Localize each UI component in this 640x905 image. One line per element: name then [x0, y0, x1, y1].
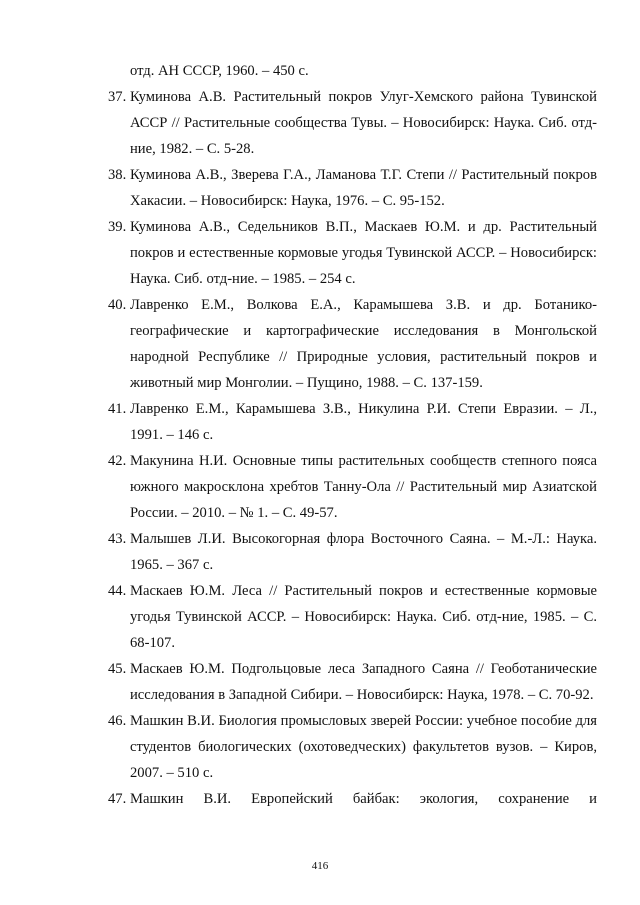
reference-text: Лавренко Е.М., Карамышева З.В., Никулина Р.И. Степи Евразии. – Л., 1991. – 146 с.	[130, 401, 597, 443]
reference-text: Малышев Л.И. Высокогорная флора Восточного Саяна. – М.-Л.: Наука. 1965. – 367 с.	[130, 531, 597, 573]
reference-item	[108, 214, 597, 292]
reference-number: 44.	[108, 583, 127, 599]
reference-number: 43.	[108, 531, 127, 547]
reference-number: 41.	[108, 401, 127, 417]
reference-item	[108, 526, 597, 578]
reference-text: Машкин В.И. Европейский байбак: экология, сохранение и	[130, 791, 597, 807]
reference-item	[108, 656, 597, 708]
reference-item	[108, 84, 597, 162]
reference-number: 37.	[108, 89, 127, 105]
reference-item	[108, 578, 597, 656]
reference-item	[108, 786, 597, 812]
reference-number: 47.	[108, 791, 127, 807]
reference-number: 45.	[108, 661, 127, 677]
reference-text: Куминова А.В., Седельников В.П., Маскаев Ю.М. и др. Растительный покров и естественные кормовые угодья Тувинской АССР. – Новосибирск: Наука. Сиб. отд-ние. – 1985. – 254 с.	[130, 219, 597, 287]
reference-number: 40.	[108, 297, 127, 313]
reference-text: Лавренко Е.М., Волкова Е.А., Карамышева З.В. и др. Ботанико-географические и картографические исследования в Монгольской народной Республике // Природные условия, растительный покров и животный мир Монголии. – Пущино, 1988. – С. 137-159.	[130, 297, 597, 391]
reference-item	[108, 162, 597, 214]
reference-number: 39.	[108, 219, 127, 235]
reference-text: Куминова А.В. Растительный покров Улуг-Хемского района Тувинской АССР // Растительные сообщества Тувы. – Новосибирск: Наука. Сиб. отд-ние, 1982. – С. 5-28.	[130, 89, 597, 157]
reference-number: 42.	[108, 453, 127, 469]
reference-item	[108, 396, 597, 448]
reference-text: отд. АН СССР, 1960. – 450 с.	[130, 63, 309, 79]
reference-text: Куминова А.В., Зверева Г.А., Ламанова Т.Г. Степи // Растительный покров Хакасии. – Новосибирск: Наука, 1976. – С. 95-152.	[130, 167, 597, 209]
reference-text: Машкин В.И. Биология промысловых зверей России: учебное пособие для студентов биологических (охотоведческих) факультетов вузов. – Киров, 2007. – 510 с.	[130, 713, 597, 781]
reference-text: Маскаев Ю.М. Леса // Растительный покров и естественные кормовые угодья Тувинской АССР. – Новосибирск: Наука. Сиб. отд-ние, 1985. – С. 68-107.	[130, 583, 597, 651]
page-number: 416	[311, 860, 329, 872]
reference-item	[108, 708, 597, 786]
reference-list	[108, 58, 597, 812]
reference-text: Макунина Н.И. Основные типы растительных сообществ степного пояса южного макросклона хребтов Танну-Ола // Растительный мир Азиатской России. – 2010. – № 1. – С. 49-57.	[130, 453, 597, 521]
reference-number: 46.	[108, 713, 127, 729]
reference-item	[108, 58, 597, 84]
reference-text: Маскаев Ю.М. Подгольцовые леса Западного Саяна // Геоботанические исследования в Западной Сибири. – Новосибирск: Наука, 1978. – С. 70-92.	[130, 661, 597, 703]
reference-item	[108, 292, 597, 396]
reference-item	[108, 448, 597, 526]
reference-number: 38.	[108, 167, 127, 183]
